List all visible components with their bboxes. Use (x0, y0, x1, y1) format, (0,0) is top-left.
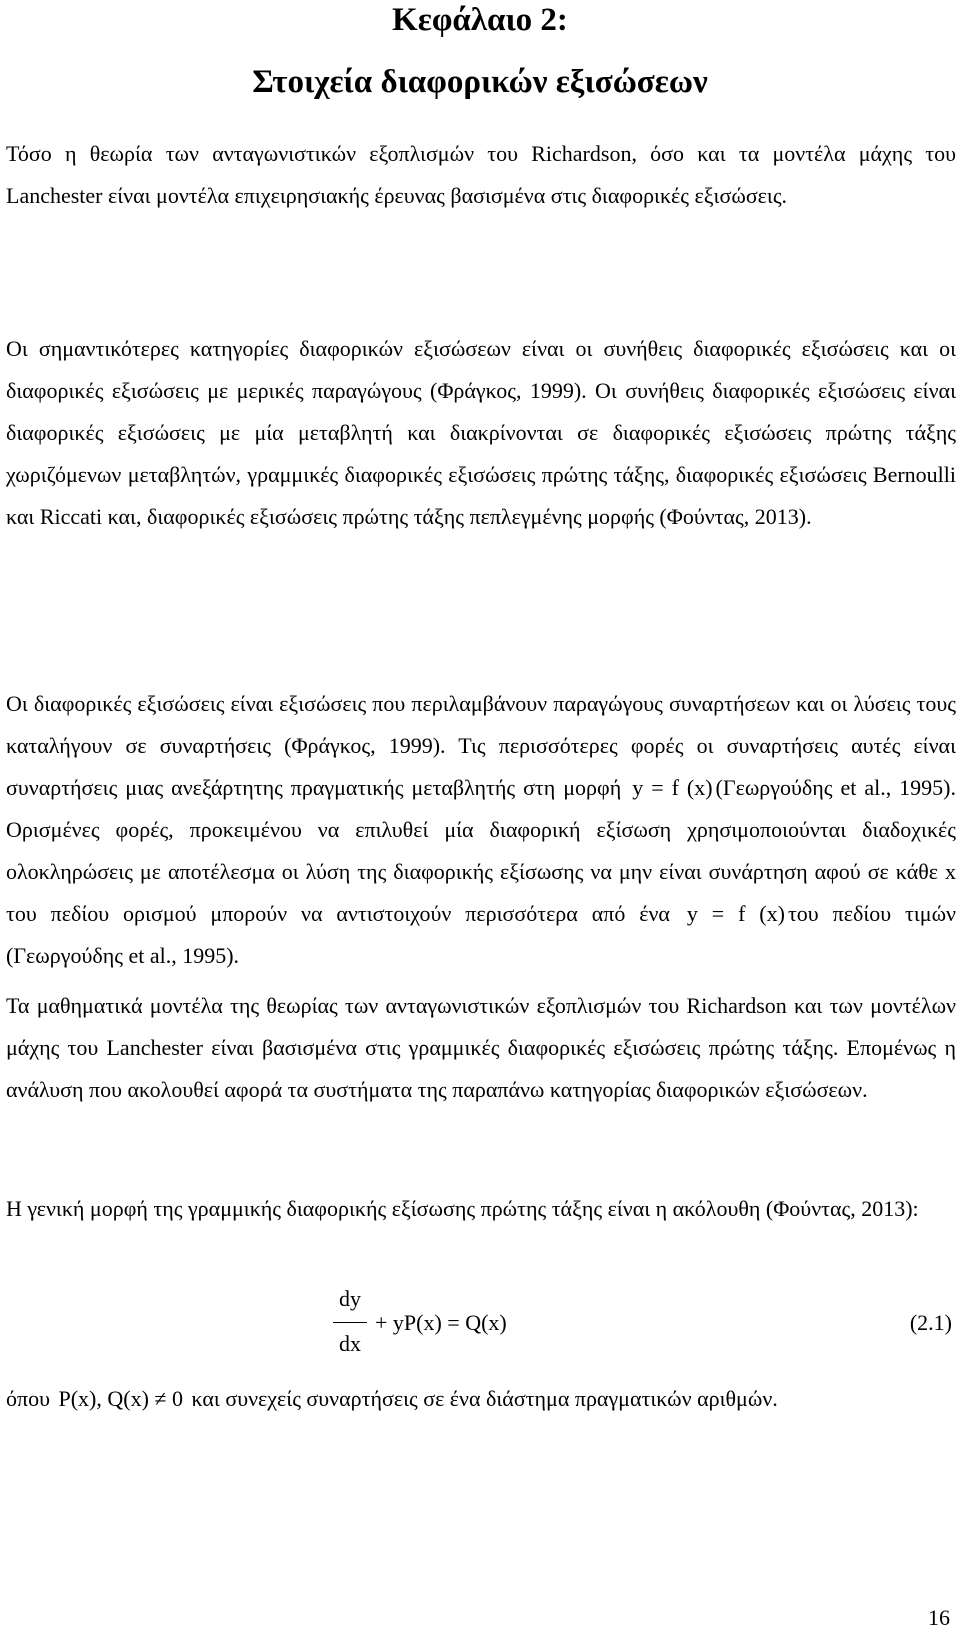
paragraph-definition (6, 683, 956, 977)
page-number: 16 (928, 1605, 950, 1630)
paragraph-intro: Τόσο η θεωρία των ανταγωνιστικών εξοπλισμών του Richardson, όσο και τα μοντέλα μάχης του Lanchester είναι μοντέλα επιχειρησιακής έρευνας βασισμένα στις διαφορικές εξισώσεις. (6, 141, 956, 208)
paragraph-text: του πεδίου τιμών (Γεωργούδης et al., 1995). (6, 901, 957, 968)
inline-formula: P(x), Q(x) ≠ 0 (58, 1386, 184, 1411)
derivative-fraction (330, 1284, 370, 1359)
paragraph-text: Οι διαφορικές εξισώσεις είναι εξισώσεις που περιλαμβάνουν παραγώγους συναρτήσεων και οι λύσεις τους καταλήγουν σε συναρτήσεις (Φράγκος, 1999). Τις περισσότερες φορές οι συναρτήσεις αυτές είναι συναρτήσεις μιας ανεξάρτητης πραγματικής μεταβλητής στη μορφή (6, 691, 956, 800)
paragraph-text: (Γεωργούδης et al., 1995). Ορισμένες φορές, προκειμένου να επιλυθεί μία διαφορική εξίσωση χρησιμοποιούνται διαδοχικές ολοκληρώσεις με αποτέλεσμα οι λύση της διαφορικής εξίσωσης να μην είναι συνάρτηση αφού σε κάθε x του πεδίου ορισμού μπορούν να αντιστοιχούν περισσότερα από ένα (6, 775, 956, 926)
paragraph-models: Τα μαθηματικά μοντέλα της θεωρίας των ανταγωνιστικών εξοπλισμών του Richardson και των μοντέλων μάχης του Lanchester είναι βασισμένα στις γραμμικές διαφορικές εξισώσεις πρώτης τάξης. Επομένως η ανάλυση που ακολουθεί αφορά τα συστήματα της παραπάνω κατηγορίας διαφορικών εξισώσεων. (6, 993, 956, 1102)
fraction-bar (333, 1322, 367, 1323)
fraction-denominator: dx (339, 1331, 361, 1356)
paragraph-general-form: Η γενική μορφή της γραμμικής διαφορικής εξίσωσης πρώτης τάξης είναι η ακόλουθη (Φούντας, 2013): (6, 1196, 919, 1221)
paragraph-text: όπου (6, 1386, 50, 1411)
paragraph-text: και συνεχείς συναρτήσεις σε ένα διάστημα πραγματικών αριθμών. (191, 1386, 778, 1411)
inline-formula: y = f (x) (632, 775, 713, 800)
inline-formula: y = f (x) (686, 901, 785, 926)
chapter-title: Στοιχεία διαφορικών εξισώσεων (252, 64, 708, 100)
equation-number: (2.1) (909, 1310, 952, 1335)
equation-body: + yP(x) = Q(x) (375, 1310, 507, 1335)
fraction-numerator: dy (339, 1286, 361, 1311)
paragraph-categories: Οι σημαντικότερες κατηγορίες διαφορικών εξισώσεων είναι οι συνήθεις διαφορικές εξισώσεις και οι διαφορικές εξισώσεις με μερικές παραγώγους (Φράγκος, 1999). Οι συνήθεις διαφορικές εξισώσεις είναι διαφορικές εξισώσεις με μία μεταβλητή και διακρίνονται σε διαφορικές εξισώσεις πρώτης τάξης χωριζόμενων μεταβλητών, γραμμικές διαφορικές εξισώσεις πρώτης τάξης, διαφορικές εξισώσεις Bernoulli και Riccati και, διαφορικές εξισώσεις πρώτης τάξης πεπλεγμένης μορφής (Φούντας, 2013). (6, 336, 956, 529)
paragraph-conditions (6, 1378, 956, 1420)
equation-2-1 (0, 1284, 960, 1379)
chapter-number: Κεφάλαιο 2: (392, 2, 568, 38)
